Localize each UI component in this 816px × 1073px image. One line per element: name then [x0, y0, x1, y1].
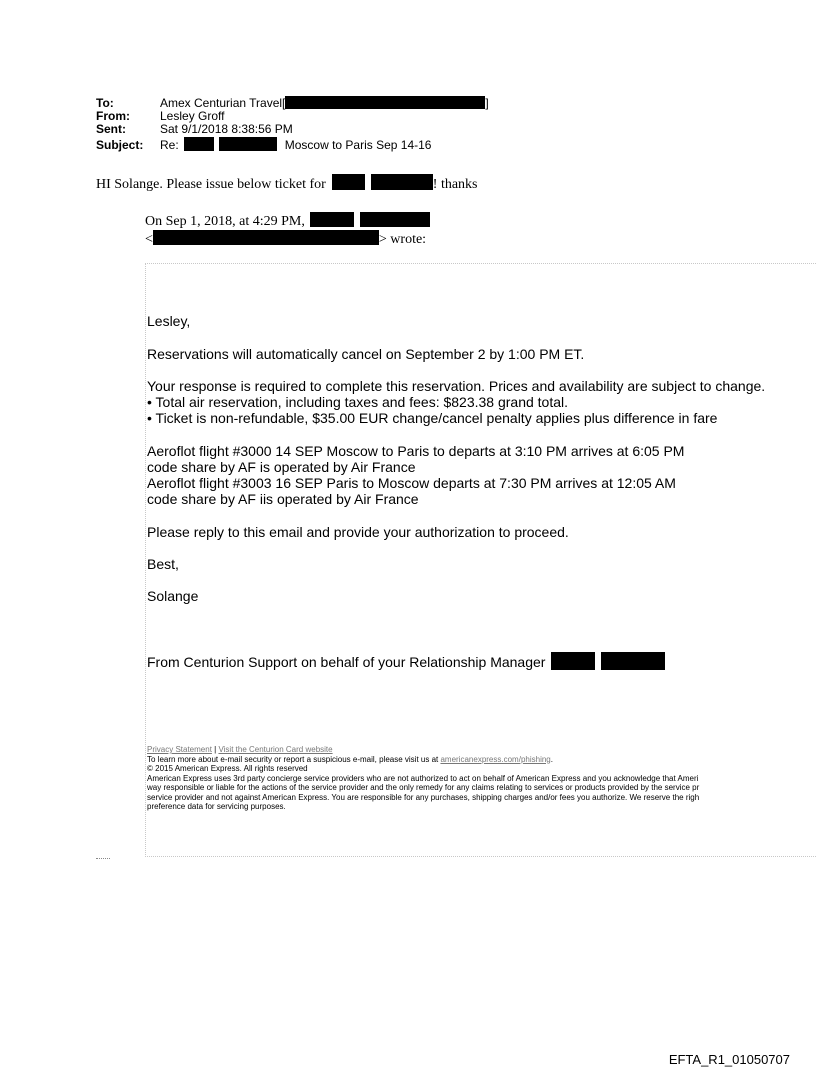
redaction-block [219, 137, 277, 151]
message-closing [147, 556, 179, 572]
from-label: From: [96, 108, 130, 123]
redaction-block [371, 174, 433, 190]
bates-number: EFTA_R1_01050707 [668, 1052, 790, 1067]
quote-wrote: > wrote: [378, 232, 427, 247]
support-line-text: From Centurion Support on behalf of your Relationship Manager [147, 654, 546, 670]
footer-links [147, 745, 816, 755]
footer-security [147, 755, 816, 765]
sent-value: Sat 9/1/2018 8:38:56 PM [160, 122, 293, 136]
footer-disclaimer-3: service provider and not against American Express. You are responsible for any purchases, shipping charges and/or fees you authorize. We reserve the righ [147, 792, 700, 802]
redaction-block [601, 652, 665, 670]
redaction-block [184, 137, 214, 151]
reply-text [96, 174, 478, 193]
message-support-line [147, 652, 665, 670]
quote-header [145, 212, 430, 248]
divider [96, 858, 110, 859]
link-separator: | [211, 745, 219, 754]
message-reply-request [147, 524, 569, 540]
bullet-ticket: • Ticket is non-refundable, $35.00 EUR change/cancel penalty applies plus difference in fare [147, 410, 718, 426]
redaction-block [360, 212, 430, 227]
security-end: . [550, 754, 553, 764]
footer-disclaimer-1: American Express uses 3rd party concierge service providers who are not authorized to act on behalf of American Express and you acknowledge that Ameri [147, 773, 699, 783]
flight-1-text: Aeroflot flight #3000 14 SEP Moscow to Paris to departs at 3:10 PM arrives at 6:05 PM [147, 443, 685, 459]
cancel-notice-text: Reservations will automatically cancel on September 2 by 1:00 PM ET. [147, 346, 585, 362]
security-text: To learn more about e-mail security or report a suspicious e-mail, please visit us at [147, 754, 441, 764]
subject-label: Subject: [96, 137, 144, 152]
message-greeting [147, 313, 190, 329]
response-required-text: Your response is required to complete this reservation. Prices and availability are subject to change. [147, 378, 766, 394]
redaction-block [551, 652, 595, 670]
redaction-block [285, 96, 485, 109]
quote-line-1 [145, 212, 430, 230]
sent-row [96, 123, 489, 137]
message-reservation-details [147, 378, 765, 426]
subject-suffix: Moscow to Paris Sep 14-16 [284, 137, 432, 152]
to-close: ] [485, 96, 489, 110]
to-label: To: [96, 96, 114, 110]
to-row [96, 96, 489, 110]
centurion-website-link[interactable]: Visit the Centurion Card website [218, 745, 333, 754]
reply-after: ! thanks [432, 177, 478, 192]
redaction-block [153, 230, 379, 245]
closing-text: Best, [147, 556, 179, 572]
privacy-statement-link[interactable]: Privacy Statement [147, 745, 212, 754]
greeting-text: Lesley, [147, 313, 191, 329]
quote-date: On Sep 1, 2018, at 4:29 PM, [145, 214, 305, 229]
from-value: Lesley Groff [160, 108, 225, 123]
bullet-total: • Total air reservation, including taxes and fees: $823.38 grand total. [147, 394, 569, 410]
legal-footer [147, 745, 816, 812]
message-signature [147, 588, 198, 604]
redaction-block [332, 174, 365, 190]
quote-line-2 [145, 230, 430, 248]
message-flights [147, 443, 684, 507]
reply-request-text: Please reply to this email and provide your authorization to proceed. [147, 524, 569, 540]
footer-disclaimer-2: way responsible or liable for the actions of the service provider and the only remedy for any claims relating to services or products provided by the service pr [147, 783, 700, 792]
from-row [96, 110, 489, 124]
redaction-block [310, 212, 354, 227]
message-cancel-notice [147, 346, 584, 362]
email-header [96, 96, 489, 150]
flight-2-text: Aeroflot flight #3003 16 SEP Paris to Moscow departs at 7:30 PM arrives at 12:05 AM [147, 475, 676, 491]
quote-email-open: < [145, 232, 153, 247]
subject-row [96, 137, 489, 151]
subject-prefix: Re: [160, 137, 179, 152]
footer-copyright: © 2015 American Express. All rights reserved [147, 764, 308, 773]
codeshare-2-text: code share by AF iis operated by Air France [147, 491, 419, 507]
to-value: Amex Centurian Travel[ [160, 96, 286, 110]
phishing-link[interactable]: americanexpress.com/phishing [440, 754, 551, 764]
footer-disclaimer-4: preference data for servicing purposes. [147, 802, 286, 811]
reply-before: HI Solange. Please issue below ticket for [96, 177, 326, 192]
codeshare-1-text: code share by AF is operated by Air France [147, 459, 416, 475]
sent-label: Sent: [96, 122, 126, 136]
signature-text: Solange [147, 588, 199, 604]
